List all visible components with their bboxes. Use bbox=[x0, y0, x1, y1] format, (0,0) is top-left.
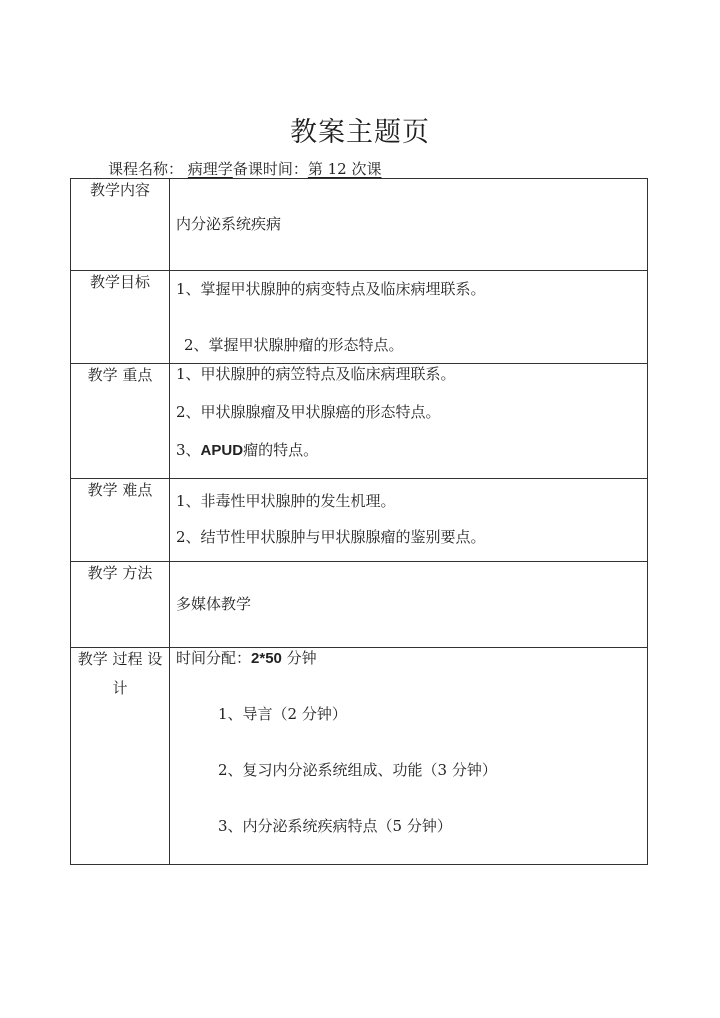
content-text: 内分泌系统疾病 bbox=[176, 215, 282, 233]
row-body bbox=[170, 648, 648, 865]
time-unit: 分钟 bbox=[286, 649, 317, 667]
prep-time-label: 备课时间： bbox=[232, 160, 308, 178]
page-title: 教案主题页 bbox=[290, 117, 430, 148]
key-point-number: 3、 bbox=[176, 441, 201, 459]
row-objectives bbox=[71, 271, 648, 364]
course-info bbox=[108, 158, 381, 179]
apud-term: APUD bbox=[200, 442, 244, 459]
method-text: 多媒体教学 bbox=[176, 595, 252, 613]
key-point-item: 1、甲状腺肿的病笠特点及临床病理联系。 bbox=[176, 365, 456, 383]
key-point-item bbox=[176, 440, 318, 461]
row-body bbox=[170, 364, 648, 479]
session-number: 第 12 次课 bbox=[307, 160, 382, 178]
row-method bbox=[71, 562, 648, 648]
row-label bbox=[71, 648, 170, 865]
course-label: 课程名称： bbox=[108, 160, 184, 178]
difficulty-item: 2、结节性甲状腺肿与甲状腺腺瘤的鉴别要点。 bbox=[176, 528, 486, 546]
time-value: 2*50 bbox=[251, 650, 282, 667]
lesson-plan-table bbox=[70, 178, 648, 865]
process-step: 3、内分泌系统疾病特点（5 分钟） bbox=[218, 817, 452, 835]
key-point-text: 瘤的特点。 bbox=[243, 441, 319, 459]
row-body bbox=[170, 479, 648, 562]
row-label: 教学 重点 bbox=[71, 364, 170, 479]
time-allocation bbox=[176, 648, 317, 669]
row-content bbox=[71, 179, 648, 271]
objective-item: 1、掌握甲状腺肿的病变特点及临床病埋联系。 bbox=[176, 280, 486, 298]
row-label: 教学 难点 bbox=[71, 479, 170, 562]
row-label: 教学内容 bbox=[71, 179, 170, 271]
key-point-item: 2、甲状腺腺瘤及甲状腺癌的形态特点。 bbox=[176, 403, 441, 421]
objective-item: 2、掌握甲状腺肿瘤的形态特点。 bbox=[184, 336, 404, 354]
row-difficulties bbox=[71, 479, 648, 562]
row-label-line: 教学 过程 设 bbox=[77, 650, 163, 668]
difficulty-item: 1、非毒性甲状腺肿的发生机理。 bbox=[176, 492, 396, 510]
time-label: 时间分配： bbox=[176, 649, 252, 667]
process-step: 1、导言（2 分钟） bbox=[218, 705, 347, 723]
row-body bbox=[170, 271, 648, 364]
process-step: 2、复习内分泌系统组成、功能（3 分钟） bbox=[218, 761, 497, 779]
row-body bbox=[170, 562, 648, 648]
row-process bbox=[71, 648, 648, 865]
row-key-points bbox=[71, 364, 648, 479]
course-name: 病理学 bbox=[187, 160, 233, 178]
row-label: 教学 方法 bbox=[71, 562, 170, 648]
row-body bbox=[170, 179, 648, 271]
row-label-line: 计 bbox=[112, 679, 128, 697]
row-label: 教学目标 bbox=[71, 271, 170, 364]
